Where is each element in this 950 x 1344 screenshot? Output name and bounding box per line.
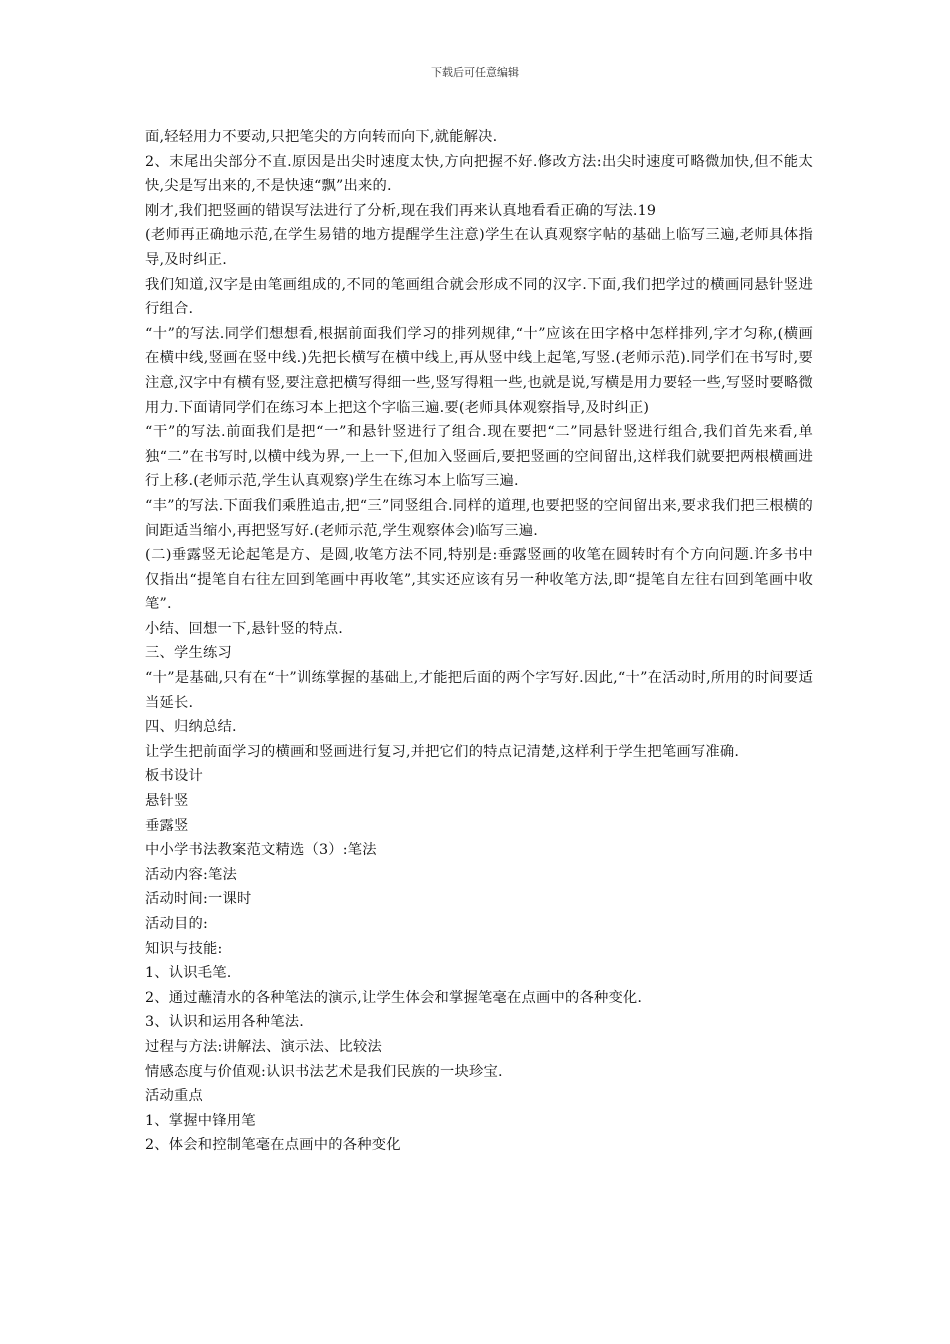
list-item: 2、体会和控制笔毫在点画中的各种变化: [145, 1137, 401, 1154]
list-item: 2、通过蘸清水的各种笔法的演示,让学生体会和掌握笔毫在点画中的各种变化.: [145, 989, 643, 1006]
section-heading: 四、归纳总结.: [145, 719, 237, 736]
lesson-title: 中小学书法教案范文精选（3）:笔法: [145, 842, 377, 859]
paragraph: 过程与方法:讲解法、演示法、比较法: [145, 1038, 382, 1055]
list-item: 1、掌握中锋用笔: [145, 1112, 256, 1129]
paragraph: (二)垂露竖无论起笔是方、是圆,收笔方法不同,特别是:垂露竖画的收笔在圆转时有个方向问题.许多书中仅指出“提笔自右往左回到笔画中再收笔”,其实还应该有另一种收笔方法,即“提笔自左往右回到笔画中收笔”.: [145, 547, 813, 613]
paragraph: 让学生把前面学习的横画和竖画进行复习,并把它们的特点记清楚,这样利于学生把笔画写准确.: [145, 743, 740, 760]
paragraph: 知识与技能:: [145, 940, 223, 957]
board-design-heading: 板书设计: [145, 768, 203, 785]
paragraph: “丰”的写法.下面我们乘胜追击,把“三”同竖组合.同样的道理,也要把竖的空间留出来,要求我们把三根横的间距适当缩小,再把竖写好.(老师示范,学生观察体会)临写三遍.: [145, 497, 813, 539]
paragraph: 活动内容:笔法: [145, 866, 237, 883]
paragraph: 刚才,我们把竖画的错误写法进行了分析,现在我们再来认真地看看正确的写法.19: [145, 202, 657, 219]
paragraph: 2、末尾出尖部分不直.原因是出尖时速度太快,方向把握不好.修改方法:出尖时速度可略微加快,但不能太快,尖是写出来的,不是快速“飘”出来的.: [145, 153, 813, 195]
list-item: 3、认识和运用各种笔法.: [145, 1014, 305, 1031]
section-heading: 三、学生练习: [145, 645, 232, 662]
paragraph: 活动目的:: [145, 916, 209, 932]
section-heading: 活动重点: [145, 1088, 203, 1105]
paragraph: 情感态度与价值观:认识书法艺术是我们民族的一块珍宝.: [145, 1063, 503, 1080]
paragraph: 活动时间:一课时: [145, 891, 252, 908]
paragraph: 小结、回想一下,悬针竖的特点.: [145, 620, 343, 637]
paragraph: (老师再正确地示范,在学生易错的地方提醒学生注意)学生在认真观察字帖的基础上临写三遍,老师具体指导,及时纠正.: [145, 227, 813, 268]
paragraph: 我们知道,汉字是由笔画组成的,不同的笔画组合就会形成不同的汉字.下面,我们把学过的横画同悬针竖进行组合.: [145, 276, 813, 318]
paragraph: 面,轻轻用力不要动,只把笔尖的方向转而向下,就能解决.: [145, 129, 498, 145]
paragraph: “十”的写法.同学们想想看,根据前面我们学习的排列规律,“十”应该在田字格中怎样排列,字才匀称,(横画在横中线,竖画在竖中线.)先把长横写在横中线上,再从竖中线上起笔,写竖.(老师示范).同学们在书写时,要注意,汉字中有横有竖,要注意把横写得细一些,竖写得粗一些,也就是说,写横是用力要轻一些,写竖时要略微用力.下面请同学们在练习本上把这个字临三遍.要(老师具体观察指导,及时纠正): [145, 325, 813, 416]
board-design-item: 悬针竖: [145, 793, 189, 810]
paragraph: “十”是基础,只有在“十”训练掌握的基础上,才能把后面的两个字写好.因此,“十”在活动时,所用的时间要适当延长.: [145, 670, 813, 711]
paragraph: “干”的写法.前面我们是把“一”和悬针竖进行了组合.现在要把“二”同悬针竖进行组合,我们首先来看,单独“二”在书写时,以横中线为界,一上一下,但加入竖画后,要把竖画的空间留出,这样我们就要把两根横画进行上移.(老师示范,学生认真观察)学生在练习本上临写三遍.: [145, 424, 813, 490]
board-design-item: 垂露竖: [145, 817, 189, 834]
page-header: 下载后可任意编辑: [431, 66, 519, 79]
document-body: [145, 125, 813, 1158]
list-item: 1、认识毛笔.: [145, 965, 232, 982]
